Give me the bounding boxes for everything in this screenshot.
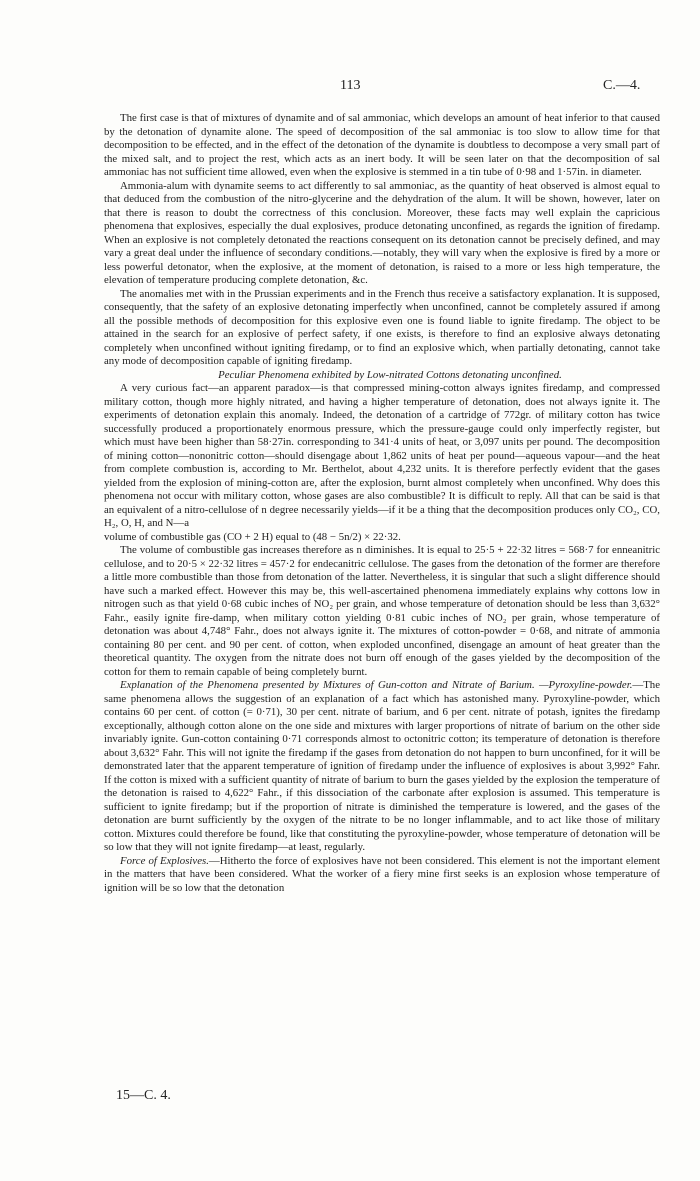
barium-lead: Explanation of the Phenomena presented by Mixtures of Gun-cotton and Nitrate of Barium. —Pyroxyline-powder. [120,679,633,691]
paragraph-barium [104,679,660,855]
paragraph-volume: The volume of combustible gas increases therefore as n diminishes. It is equal to 25·5 + 22·32 litres = 568·7 for enneanitric cellulose, and to 20·5 × 22·32 litres = 457·2 for endecanitric cellulose. The gases from the detonation of the former are therefore a little more combustible than those from detonation of the latter. Nevertheless, it is singular that such a slight difference should have such a marked effect. However this may be, this well-ascertained phenomena immediately explains why cottons low in nitrogen such as that yield 0·68 cubic inches of NO₂ per grain, and whose temperature of detonation should be less than 3,632° Fahr., easily ignite fire-damp, when military cotton yielding 0·81 cubic inches of NO₂ per grain, whose temperature of detonation was about 4,748° Fahr., does not always ignite it. The mixtures of cotton-powder = 0·68, and nitrate of ammonia containing 80 per cent. and 90 per cent. of cotton, when exploded unconfined, disengage an amount of heat greater than the theoretical quantity. The oxygen from the nitrate does not burn off enough of the gases yielded by the decomposition of the cotton for them to remain capable of being completely burnt. [104,544,660,678]
page-header [0,78,700,98]
body-text [104,112,660,895]
paragraph-sal-ammoniac: The first case is that of mixtures of dynamite and of sal ammoniac, which develops an amount of heat inferior to that caused by the detonation of dynamite alone. The speed of decomposition of the sal ammoniac is too slow to allow time for that decomposition to be effected, and in the effect of the detonation of the dynamite is doubtless to decompose a very small part of the mixed salt, and to project the rest, which acts as an inert body. It will be seen later on that the decomposition of sal ammoniac has not sufficient time allowed, even when the explosive is stemmed in a tin tube of 0·98 and 1·57in. in diameter. [104,112,660,178]
formula-expression: (48 − 5n/2) × 22·32. [312,530,401,543]
force-lead: Force of Explosives. [120,854,209,867]
document-reference: C.—4. [603,78,641,93]
formula-line [104,531,660,545]
paragraph-ammonia-alum: Ammonia-alum with dynamite seems to act differently to sal ammoniac, as the quantity of heat observed is almost equal to that deduced from the combustion of the nitro-glycerine and the dehydration of the alum. It will be shown, however, later on that there is reason to doubt the correctness of this conclusion. Moreover, these facts may well explain the capricious phenomena that explosives, especially the dual explosives, produce detonating unconfined, as regards the ignition of firedamp. When an explosive is not completely detonated the reactions consequent on its detonation cannot be precisely defined, and may vary a great deal under the influence of secondary conditions.—notably, they will vary when the explosive is fired by a more or less powerful detonator, when the explosive, at the moment of detonation, is raised to a more or less high temperature, the elevation of temperature producing complete detonation, &c. [104,179,660,286]
formula-prefix: volume of combustible gas (CO + 2 H) equal to [104,530,311,543]
force-text: —Hitherto the force of explosives have not been considered. This element is not the important element in the matters that have been considered. What the worker of a fiery mine first seeks is an explosion whose temperature of ignition will be so low that the detonation [104,854,661,894]
paragraph-cotton: A very curious fact—an apparent paradox—is that compressed mining-cotton always ignites firedamp, and compressed military cotton, though more highly nitrated, and having a higher temperature of detonation, does not always ignite it. The experiments of detonation explain this anomaly. Indeed, the detonation of a cartridge of 772gr. of military cotton has twice successfully produced a proportionately enormous pressure, which the pressure-gauge could only imperfectly register, but which must have been higher than 58·27in. corresponding to 341·4 units of heat, or 3,097 units per pound. The decomposition of mining cotton—nononitric cotton—should disengage about 1,862 units of heat per pound—aqueous vapour—and the heat from complete combustion is, according to Mr. Berthelot, about 4,232 units. It is therefore perfectly evident that the gases yielded from the explosion of mining-cotton are, after the explosion, burnt almost completely when unconfined. Why does this phenomena not occur with military cotton, whose gases are also combustible? It is difficult to reply. All that can be said is that an equivalent of a nitro-cellulose of n degree necessarily yields—if it be a thing that the decomposition produces only CO₂, CO, H₂, O, H, and N—a [104,382,660,529]
paragraph-anomalies: The anomalies met with in the Prussian experiments and in the French thus receive a satisfactory explanation. It is supposed, consequently, that the safety of an explosive detonating imperfectly when unconfined, cannot be completely assured if among all the possible methods of decomposition for this explosive even one is found liable to ignite firedamp. The object to be attained in the search for an explosive of perfect safety, if one exists, is therefore to find an explosive always detonating completely when unconfined without igniting firedamp, or to find an explosive which, when partially detonating, cannot take any mode of decomposition capable of igniting firedamp. [104,287,660,367]
page-number: 113 [340,78,361,93]
paragraph-force [104,855,660,896]
page-signature: 15—C. 4. [116,1088,171,1103]
section-heading: Peculiar Phenomena exhibited by Low-nitrated Cottons detonating unconfined. [218,368,562,381]
barium-text: —The same phenomena allows the suggestion of an explanation of a fact which has astonished many. Pyroxyline-powder, which contains 60 per cent. of cotton (= 0·71), 30 per cent. nitrate of barium, and 6 per cent. nitrate of potash, ignites the firedamp exceptionally, although cotton alone on the one side and mixtures with larger proportions of nitrate of barium on the other side invariably ignite. Gun-cotton containing 0·71 corresponds almost to octonitric cotton; its temperature of detonation is therefore about 3,632° Fahr. This will not ignite the firedamp if the gases from detonation do not happen to burn unconfined, for it will be demonstrated later that the apparent temperature of ignition of firedamp under the influence of explosives is about 3,992° Fahr. If the cotton is mixed with a sufficient quantity of nitrate of barium to burn the gases yielded by the explosion the temperature of the detonation is raised to 4,622° Fahr., if this dissociation of the carbonate after explosion is assumed. This temperature is sufficient to ignite firedamp; but if the proportion of nitrate is diminished the temperature is lowered, and the gases of the detonation are burnt sufficiently by the oxygen of the nitrate to be no longer inflammable, and to act like those of military cotton. Mixtures could therefore be found, like that constituting the pyroxyline-powder, whose temperature of detonation will be so low that they will not ignite firedamp—at least, regularly. [104,679,660,853]
